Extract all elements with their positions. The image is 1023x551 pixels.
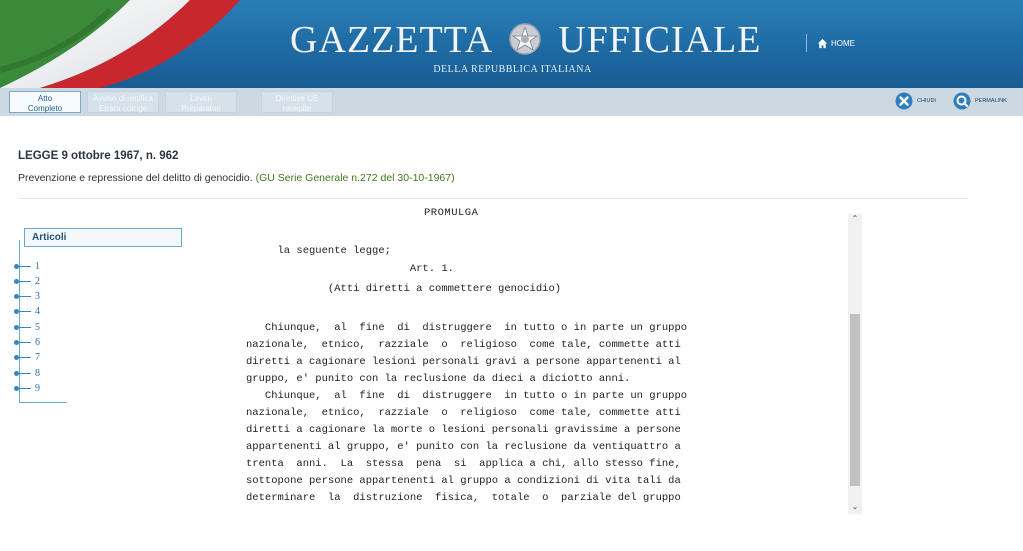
- article-link-2[interactable]: [14, 275, 40, 287]
- close-button[interactable]: [895, 92, 936, 110]
- header-banner: [0, 0, 1023, 88]
- article-number[interactable]: 9: [35, 382, 40, 394]
- tab-label-line1: Direttive UE: [275, 94, 319, 103]
- tab-direttive-ue[interactable]: [261, 91, 333, 113]
- home-icon: [817, 38, 828, 49]
- tree-branch: [17, 373, 31, 374]
- tree-branch: [17, 388, 31, 389]
- home-link[interactable]: [806, 34, 855, 52]
- gazzetta-subtitle: DELLA REPUBBLICA ITALIANA: [433, 64, 592, 75]
- text-line: gruppo, e' punito con la reclusione da dieci a diciotto anni.: [246, 373, 631, 385]
- article-number[interactable]: 1: [35, 260, 40, 272]
- text-line: (Atti diretti a commettere genocidio): [246, 283, 562, 295]
- tree-branch: [17, 357, 31, 358]
- article-text-area[interactable]: [230, 207, 845, 534]
- tab-avviso-rettifica[interactable]: [87, 91, 159, 113]
- article-link-5[interactable]: [14, 321, 40, 333]
- article-link-4[interactable]: [14, 306, 40, 318]
- law-description: [18, 172, 455, 184]
- toolbar: [0, 88, 1023, 116]
- permalink-button[interactable]: [953, 92, 1007, 110]
- articles-heading: Articoli: [24, 228, 182, 247]
- tab-lavori-preparatori[interactable]: [165, 91, 237, 113]
- tree-branch: [17, 311, 31, 312]
- text-line: diretti a cagionare lesioni personali gravi a persone appartenenti al: [246, 356, 681, 368]
- italian-flag-decoration: [0, 0, 260, 88]
- text-line: la seguente legge;: [246, 245, 391, 257]
- scroll-up-arrow-icon[interactable]: ⌃: [851, 214, 859, 223]
- close-icon: [895, 92, 913, 110]
- article-number[interactable]: 2: [35, 275, 40, 287]
- tree-branch: [17, 327, 31, 328]
- article-link-9[interactable]: [14, 382, 40, 394]
- text-line: diretti a cagionare la morte o lesioni personali gravissime a persone: [246, 424, 681, 436]
- article-number[interactable]: 8: [35, 367, 40, 379]
- promulga-text: PROMULGA: [424, 207, 479, 219]
- article-link-1[interactable]: [14, 260, 40, 272]
- tree-branch: [17, 296, 31, 297]
- article-number[interactable]: 6: [35, 337, 40, 348]
- text-line: Chiunque, al fine di distruggere in tutto o in parte un gruppo: [246, 322, 688, 334]
- scroll-down-arrow-icon[interactable]: ⌄: [851, 502, 859, 511]
- article-number[interactable]: 4: [35, 306, 40, 318]
- home-label: HOME: [831, 38, 855, 48]
- tree-branch: [17, 281, 31, 282]
- law-title: LEGGE 9 ottobre 1967, n. 962: [18, 150, 179, 162]
- article-link-6[interactable]: [14, 337, 40, 349]
- article-number[interactable]: 3: [35, 291, 40, 303]
- gazzetta-title: GAZZETTA UFFICIALE: [290, 19, 762, 61]
- text-line: determinare la distruzione fisica, totale o parziale del gruppo: [246, 492, 681, 504]
- tab-label-line2: Errata corrige: [98, 103, 148, 113]
- article-number[interactable]: 5: [35, 321, 40, 333]
- text-line: Art. 1.: [246, 263, 454, 275]
- text-line: appartenenti al gruppo, e' punito con la reclusione da ventiquattro a: [246, 441, 681, 453]
- gu-reference-link[interactable]: (GU Serie Generale n.272 del 30-10-1967): [255, 172, 455, 184]
- tab-label-line1: Lavori: [190, 94, 212, 103]
- article-link-7[interactable]: [14, 352, 40, 364]
- article-link-8[interactable]: [14, 367, 40, 379]
- text-line: Chiunque, al fine di distruggere in tutto o in parte un gruppo: [246, 390, 688, 402]
- republic-emblem-icon: [508, 22, 542, 56]
- tree-branch: [17, 342, 31, 343]
- tab-label-line1: Avviso di rettifica: [93, 94, 153, 103]
- tab-atto-completo[interactable]: [9, 91, 81, 113]
- tab-label-line2: Completo: [27, 103, 63, 113]
- permalink-icon: [953, 92, 971, 110]
- permalink-label: PERMALINK: [975, 98, 1007, 104]
- close-label: CHIUDI: [917, 98, 936, 104]
- text-line: nazionale, etnico, razziale o religioso come tale, commette atti: [246, 339, 681, 351]
- article-number[interactable]: 7: [35, 352, 40, 364]
- tree-bottom-line: [19, 402, 67, 403]
- separator: [18, 198, 968, 199]
- text-line: nazionale, etnico, razziale o religioso come tale, commette atti: [246, 407, 681, 419]
- text-line: sottopone persone appartenenti al gruppo a condizioni di vita tali da: [246, 475, 681, 487]
- tab-label-line1: Atto: [37, 94, 53, 103]
- tab-label-line2: recepite: [282, 103, 312, 113]
- tab-label-line2: Preparatori: [181, 103, 221, 113]
- content-scrollbar[interactable]: [848, 214, 862, 514]
- scrollbar-thumb[interactable]: [850, 314, 860, 486]
- law-description-text: Prevenzione e repressione del delitto di genocidio.: [18, 172, 253, 184]
- text-line: trenta anni. La stessa pena si applica a chi, allo stesso fine,: [246, 458, 681, 470]
- tree-branch: [17, 266, 31, 267]
- article-link-3[interactable]: [14, 291, 40, 303]
